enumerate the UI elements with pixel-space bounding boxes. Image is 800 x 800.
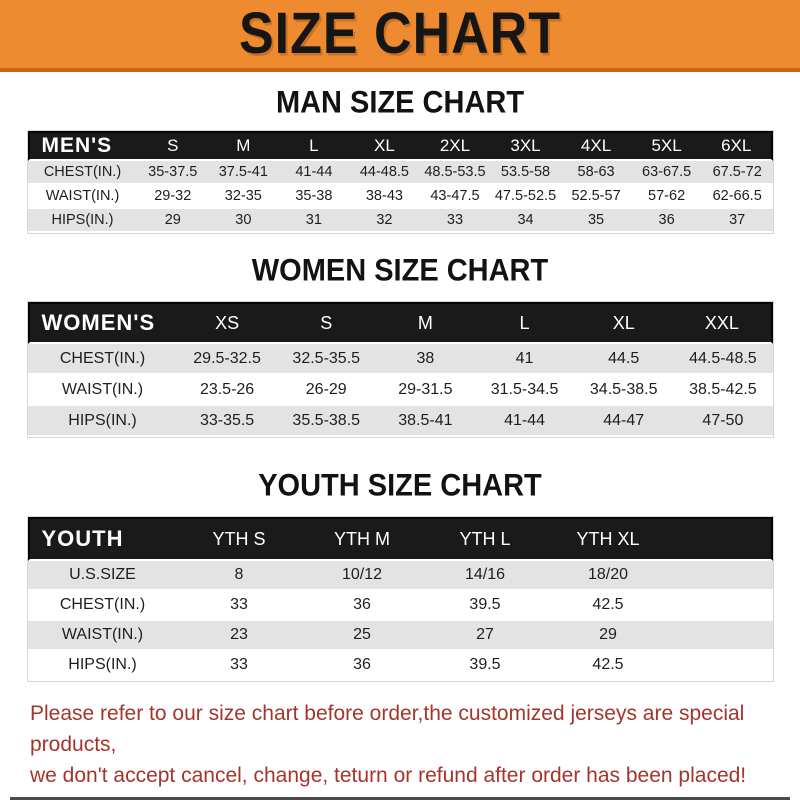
- men-table-corner: MEN'S: [28, 131, 138, 161]
- youth-section-title: YOUTH SIZE CHART: [258, 468, 542, 504]
- table-cell: 33: [420, 209, 491, 233]
- table-cell: 48.5-53.5: [420, 161, 491, 185]
- youth-chest-row: [28, 591, 773, 621]
- table-cell: 25: [301, 621, 424, 651]
- men-waist-row: [28, 185, 773, 209]
- table-cell-filler: [670, 591, 773, 621]
- table-cell: 41: [475, 344, 574, 375]
- table-cell: 35-38: [279, 185, 350, 209]
- youth-col-header: YTH XL: [547, 517, 670, 561]
- table-cell: 41-44: [279, 161, 350, 185]
- table-cell: 10/12: [301, 561, 424, 591]
- youth-ussize-row: [28, 561, 773, 591]
- table-cell-filler: [670, 621, 773, 651]
- men-section-title: MAN SIZE CHART: [275, 85, 525, 121]
- table-cell: 35: [561, 209, 632, 233]
- table-cell: 32: [349, 209, 420, 233]
- table-cell: 38-43: [349, 185, 420, 209]
- table-cell: 32-35: [208, 185, 279, 209]
- men-col-header: S: [138, 131, 209, 161]
- table-cell: 38.5-42.5: [673, 375, 772, 406]
- table-cell: 53.5-58: [490, 161, 561, 185]
- row-label: HIPS(IN.): [28, 406, 178, 437]
- women-col-header: XS: [178, 302, 277, 344]
- women-col-header: S: [277, 302, 376, 344]
- table-cell-filler: [670, 561, 773, 591]
- table-cell: 34: [490, 209, 561, 233]
- table-cell: 47-50: [673, 406, 772, 437]
- table-cell: 44-48.5: [349, 161, 420, 185]
- table-cell: 31.5-34.5: [475, 375, 574, 406]
- women-col-header: XXL: [673, 302, 772, 344]
- youth-waist-row: [28, 621, 773, 651]
- men-col-header: 3XL: [490, 131, 561, 161]
- table-cell: 35.5-38.5: [277, 406, 376, 437]
- table-cell: 29: [138, 209, 209, 233]
- men-hips-row: [28, 209, 773, 233]
- youth-size-table: [28, 517, 773, 681]
- table-cell: 30: [208, 209, 279, 233]
- men-chest-row: [28, 161, 773, 185]
- table-cell: 37: [702, 209, 773, 233]
- row-label: WAIST(IN.): [28, 185, 138, 209]
- table-cell: 14/16: [424, 561, 547, 591]
- table-cell: 44-47: [574, 406, 673, 437]
- women-chest-row: [28, 344, 773, 375]
- women-col-header: L: [475, 302, 574, 344]
- table-cell: 38: [376, 344, 475, 375]
- table-cell: 29-31.5: [376, 375, 475, 406]
- men-col-header: 4XL: [561, 131, 632, 161]
- table-cell: 67.5-72: [702, 161, 773, 185]
- men-col-header: 2XL: [420, 131, 491, 161]
- table-cell: 42.5: [547, 591, 670, 621]
- men-col-header: 5XL: [631, 131, 702, 161]
- table-cell: 44.5-48.5: [673, 344, 772, 375]
- table-cell: 63-67.5: [631, 161, 702, 185]
- youth-col-header: YTH S: [178, 517, 301, 561]
- table-cell: 39.5: [424, 651, 547, 681]
- women-table-corner: WOMEN'S: [28, 302, 178, 344]
- row-label: CHEST(IN.): [28, 344, 178, 375]
- row-label: WAIST(IN.): [28, 621, 178, 651]
- table-cell: 33: [178, 651, 301, 681]
- table-cell: 43-47.5: [420, 185, 491, 209]
- table-cell: 58-63: [561, 161, 632, 185]
- youth-header-row: [28, 517, 773, 561]
- page-title: SIZE CHART: [239, 1, 561, 67]
- table-cell: 39.5: [424, 591, 547, 621]
- banner: [0, 0, 800, 72]
- table-cell: 29.5-32.5: [178, 344, 277, 375]
- women-section-title: WOMEN SIZE CHART: [251, 253, 549, 289]
- women-size-table: [28, 302, 773, 437]
- table-cell: 57-62: [631, 185, 702, 209]
- youth-col-header: YTH M: [301, 517, 424, 561]
- table-cell: 26-29: [277, 375, 376, 406]
- men-header-row: [28, 131, 773, 161]
- table-cell: 29-32: [138, 185, 209, 209]
- disclaimer-note: [30, 698, 800, 791]
- table-cell: 35-37.5: [138, 161, 209, 185]
- disclaimer-line-2: we don't accept cancel, change, teturn or refund after order has been placed!: [30, 764, 747, 787]
- women-header-row: [28, 302, 773, 344]
- table-cell: 36: [301, 591, 424, 621]
- table-cell: 44.5: [574, 344, 673, 375]
- table-cell: 34.5-38.5: [574, 375, 673, 406]
- men-col-header: 6XL: [702, 131, 773, 161]
- women-col-header: M: [376, 302, 475, 344]
- table-cell: 23.5-26: [178, 375, 277, 406]
- men-col-header: XL: [349, 131, 420, 161]
- table-cell: 33: [178, 591, 301, 621]
- table-cell: 27: [424, 621, 547, 651]
- table-cell: 37.5-41: [208, 161, 279, 185]
- table-cell: 32.5-35.5: [277, 344, 376, 375]
- men-col-header: M: [208, 131, 279, 161]
- women-hips-row: [28, 406, 773, 437]
- table-cell: 42.5: [547, 651, 670, 681]
- row-label: U.S.SIZE: [28, 561, 178, 591]
- women-waist-row: [28, 375, 773, 406]
- table-cell: 8: [178, 561, 301, 591]
- row-label: HIPS(IN.): [28, 209, 138, 233]
- table-cell: 52.5-57: [561, 185, 632, 209]
- table-cell: 36: [631, 209, 702, 233]
- table-cell: 36: [301, 651, 424, 681]
- row-label: HIPS(IN.): [28, 651, 178, 681]
- table-cell: 33-35.5: [178, 406, 277, 437]
- disclaimer-line-1: Please refer to our size chart before order,the customized jerseys are special products,: [30, 702, 745, 756]
- table-cell: 62-66.5: [702, 185, 773, 209]
- table-cell: 29: [547, 621, 670, 651]
- table-cell: 41-44: [475, 406, 574, 437]
- table-cell: 23: [178, 621, 301, 651]
- youth-hips-row: [28, 651, 773, 681]
- table-cell: 18/20: [547, 561, 670, 591]
- youth-table-corner: YOUTH: [28, 517, 178, 561]
- table-cell-filler: [670, 651, 773, 681]
- men-size-table: [28, 131, 773, 233]
- men-col-header: L: [279, 131, 350, 161]
- row-label: CHEST(IN.): [28, 161, 138, 185]
- row-label: WAIST(IN.): [28, 375, 178, 406]
- youth-col-header: YTH L: [424, 517, 547, 561]
- table-cell: 31: [279, 209, 350, 233]
- youth-header-filler: [670, 517, 773, 561]
- row-label: CHEST(IN.): [28, 591, 178, 621]
- women-col-header: XL: [574, 302, 673, 344]
- table-cell: 38.5-41: [376, 406, 475, 437]
- table-cell: 47.5-52.5: [490, 185, 561, 209]
